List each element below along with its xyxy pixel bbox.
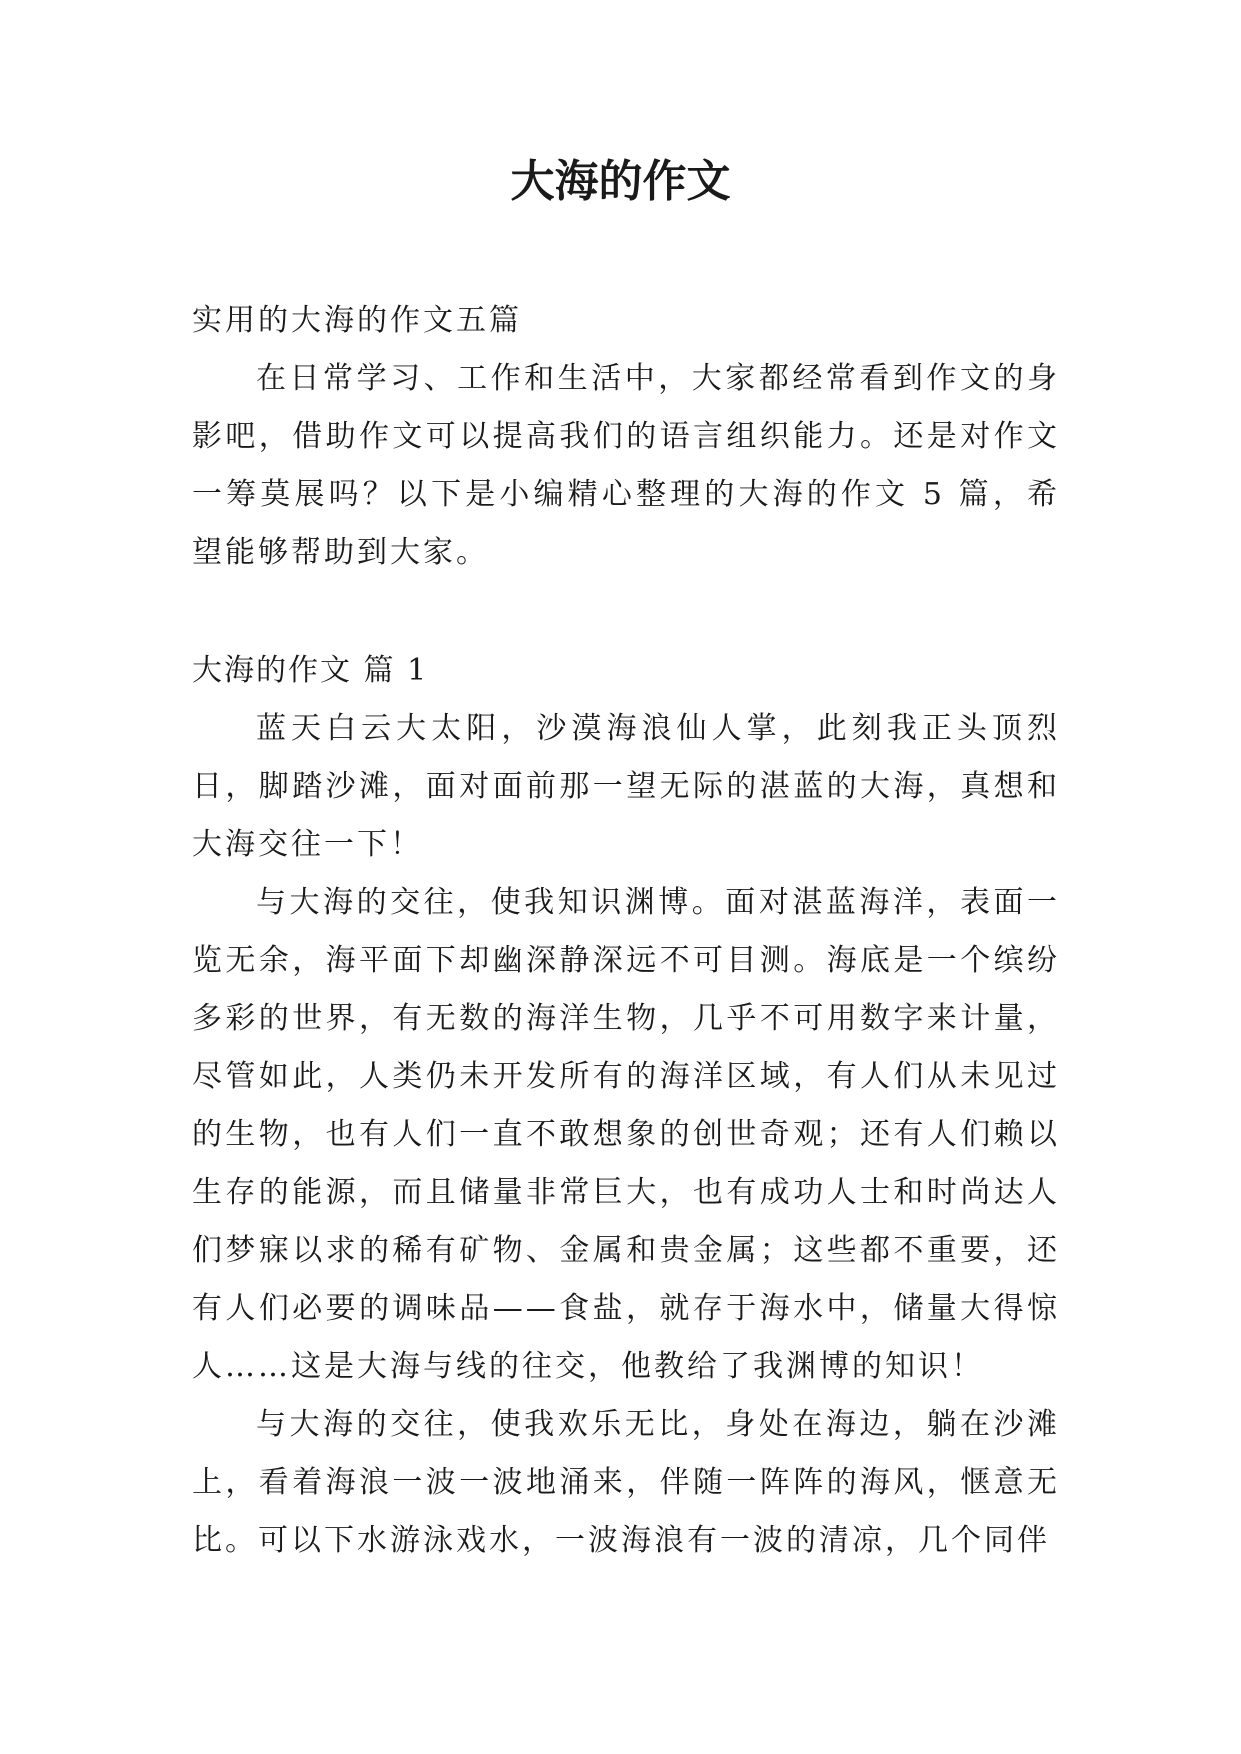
intro-paragraph: 在日常学习、工作和生活中，大家都经常看到作文的身影吧，借助作文可以提高我们的语言组织能力。还是对作文一筹莫展吗？以下是小编精心整理的大海的作文 5 篇，希望能够帮助到大家。 — [192, 361, 1060, 570]
essay-paragraph-3: 与大海的交往，使我欢乐无比，身处在海边，躺在沙滩上，看着海浪一波一波地涌来，伴随一阵阵的海风，惬意无比。可以下水游泳戏水，一波海浪有一波的清凉，几个同伴 — [192, 1407, 1060, 1558]
essay-body — [192, 700, 1060, 1570]
essay-paragraph-1: 蓝天白云大太阳，沙漠海浪仙人掌，此刻我正头顶烈日，脚踏沙滩，面对面前那一望无际的湛蓝的大海，真想和大海交往一下！ — [192, 711, 1060, 862]
document-subtitle: 实用的大海的作文五篇 — [192, 303, 522, 338]
section-heading: 大海的作文 篇 1 — [192, 653, 429, 688]
intro-section — [192, 350, 1060, 582]
essay-paragraph-2: 与大海的交往，使我知识渊博。面对湛蓝海洋，表面一览无余，海平面下却幽深静深远不可目测。海底是一个缤纷多彩的世界，有无数的海洋生物，几乎不可用数字来计量，尽管如此，人类仍未开发所有的海洋区域，有人们从未见过的生物，也有人们一直不敢想象的创世奇观；还有人们赖以生存的能源，而且储量非常巨大，也有成功人士和时尚达人们梦寐以求的稀有矿物、金属和贵金属；这些都不重要，还有人们必要的调味品——食盐，就存于海水中，储量大得惊人……这是大海与线的往交，他教给了我渊博的知识！ — [192, 885, 1060, 1384]
document-title: 大海的作文 — [510, 156, 731, 207]
